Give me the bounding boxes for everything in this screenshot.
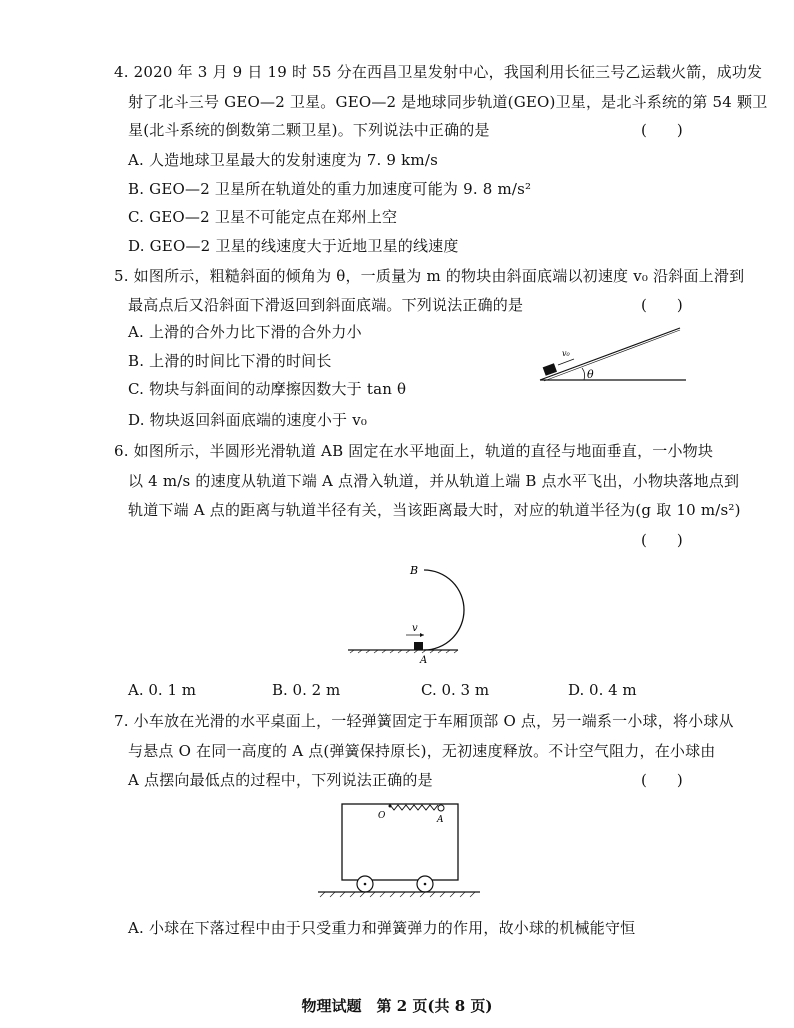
angle-arc — [582, 368, 585, 380]
page-footer: 物理试题 第 2 页(共 8 页) — [301, 997, 493, 1015]
point-b-label: B — [410, 564, 419, 577]
q5-option-b: B. 上滑的时间比下滑的时间长 — [128, 352, 332, 370]
q5-incline-figure — [530, 318, 690, 386]
q6-option-a: A. 0. 1 m — [128, 681, 196, 699]
q5-line-1: 5. 如图所示，粗糙斜面的倾角为 θ，一质量为 m 的物块由斜面底端以初速度 v₀ 沿斜面上滑到 — [114, 267, 745, 285]
q4-line-2: 射了北斗三号 GEO—2 卫星。GEO—2 是地球同步轨道(GEO)卫星，是北斗系统的第 54 颗卫 — [128, 93, 768, 111]
q6-option-d: D. 0. 4 m — [568, 681, 637, 699]
q4-answer-bracket: ( ) — [641, 121, 683, 139]
q4-line-3: 星(北斗系统的倒数第二颗卫星)。下列说法中正确的是 — [128, 121, 490, 139]
table-hatching — [320, 892, 475, 897]
small-block — [414, 642, 423, 650]
velocity-arrow — [558, 359, 574, 365]
q7-cart-spring-figure — [310, 800, 490, 910]
q5-option-d: D. 物块返回斜面底端的速度小于 v₀ — [128, 411, 368, 429]
q4-line-1: 4. 2020 年 3 月 9 日 19 时 55 分在西昌卫星发射中心，我国利用长征三号乙运载火箭，成功发 — [114, 63, 763, 81]
incline-surface-line — [540, 328, 680, 380]
velocity-v-label: v — [412, 623, 418, 634]
spring — [390, 805, 438, 810]
q4-option-a: A. 人造地球卫星最大的发射速度为 7. 9 km/s — [128, 151, 438, 169]
q7-line-2: 与悬点 O 在同一高度的 A 点(弹簧保持原长)，无初速度释放。不计空气阻力，在小球由 — [128, 742, 716, 760]
right-wheel-axle — [424, 883, 427, 886]
q7-line-1: 7. 小车放在光滑的水平桌面上，一轻弹簧固定于车厢顶部 O 点，另一端系一小球，将小球从 — [114, 712, 734, 730]
q7-line-3: A 点摆向最低点的过程中，下列说法正确的是 — [128, 771, 433, 789]
q7-option-a: A. 小球在下落过程中由于只受重力和弹簧弹力的作用，故小球的机械能守恒 — [128, 919, 636, 937]
q6-option-b: B. 0. 2 m — [272, 681, 341, 699]
point-o-label: O — [378, 811, 386, 821]
q7-answer-bracket: ( ) — [641, 771, 683, 789]
q6-line-3: 轨道下端 A 点的距离与轨道半径有关，当该距离最大时，对应的轨道半径为(g 取 10 m/s²) — [128, 501, 741, 519]
q6-line-2: 以 4 m/s 的速度从轨道下端 A 点滑入轨道，并从轨道上端 B 点水平飞出，小物块落地点到 — [128, 472, 740, 490]
left-wheel-axle — [364, 883, 367, 886]
velocity-label: v₀ — [562, 349, 570, 358]
q5-line-2: 最高点后又沿斜面下滑返回到斜面底端。下列说法正确的是 — [128, 296, 524, 314]
velocity-arrowhead — [420, 633, 424, 637]
pivot-o — [389, 805, 392, 808]
q6-line-1: 6. 如图所示，半圆形光滑轨道 AB 固定在水平地面上，轨道的直径与地面垂直，一小物块 — [114, 442, 714, 460]
small-ball — [438, 805, 444, 811]
q6-option-c: C. 0. 3 m — [421, 681, 490, 699]
semicircle-track — [424, 570, 464, 650]
point-a-label: A — [437, 815, 444, 825]
q5-answer-bracket: ( ) — [641, 296, 683, 314]
q6-answer-bracket: ( ) — [641, 531, 683, 549]
q6-semicircle-track-figure — [340, 560, 490, 670]
q4-option-b: B. GEO—2 卫星所在轨道处的重力加速度可能为 9. 8 m/s² — [128, 180, 532, 198]
point-a-label: A — [420, 655, 428, 666]
q5-option-a: A. 上滑的合外力比下滑的合外力小 — [128, 323, 362, 341]
q4-option-c: C. GEO—2 卫星不可能定点在郑州上空 — [128, 208, 398, 226]
q5-option-c: C. 物块与斜面间的动摩擦因数大于 tan θ — [128, 380, 407, 398]
q4-option-d: D. GEO—2 卫星的线速度大于近地卫星的线速度 — [128, 237, 459, 255]
angle-theta-label: θ — [587, 368, 594, 381]
